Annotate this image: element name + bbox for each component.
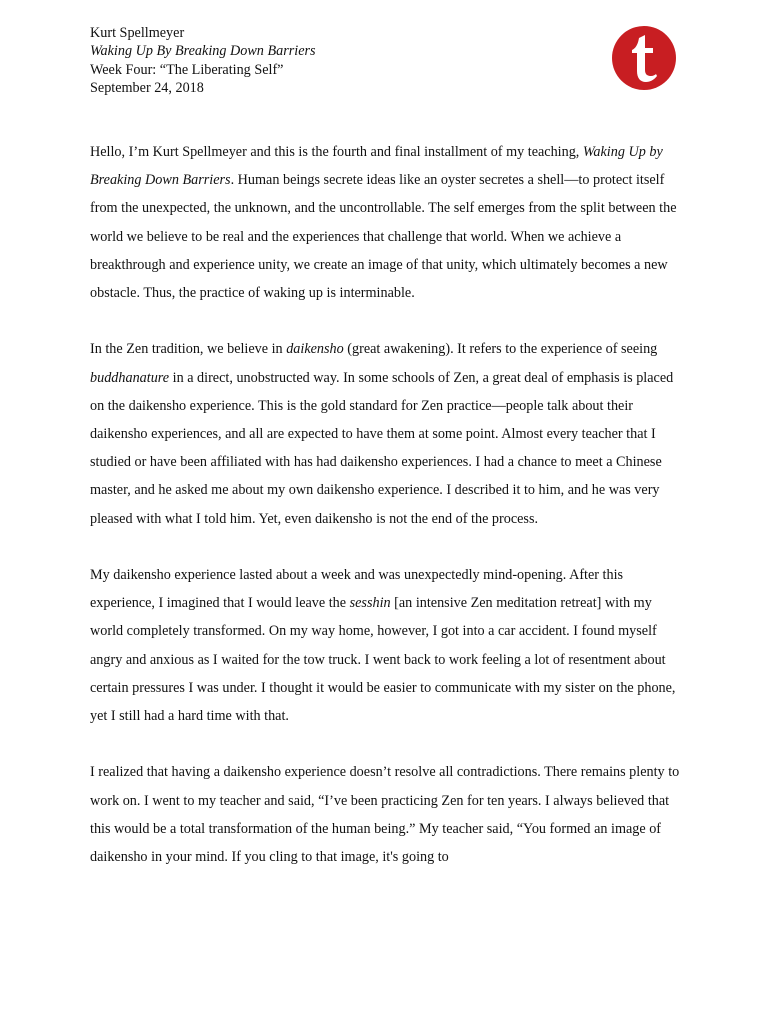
italic-term: Waking Up by Breaking Down Barriers xyxy=(90,144,663,189)
paragraph-text: Hello, I’m Kurt Spellmeyer and this is the fourth and final installment of my teaching, xyxy=(90,144,583,160)
italic-term: buddhanature xyxy=(90,369,170,386)
paragraph-text: [an intensive Zen meditation retreat] with my world completely transformed. On my way home, however, I got into a car accident. I found myself angry and anxious as I waited for the tow truck. I went back to work feeling a lot of resentment about certain pressures I was under. I thought it would be easier to communicate with my sister on the phone, yet I still had a hard time with that. xyxy=(90,595,676,725)
document-header xyxy=(90,24,316,98)
paragraph-text: My daikensho experience lasted about a week and was unexpectedly mind-opening. After this experience, I imagined that I would leave the xyxy=(90,567,624,612)
tricycle-logo-icon xyxy=(612,26,676,90)
paragraph-text: (great awakening). It refers to the experience of seeing xyxy=(343,341,658,358)
italic-term: daikensho xyxy=(286,341,344,358)
italic-term: sesshin xyxy=(349,595,391,612)
body-paragraph xyxy=(90,758,682,871)
author-name: Kurt Spellmeyer xyxy=(90,25,185,41)
paragraph-text: I realized that having a daikensho experience doesn’t resolve all contradictions. There remains plenty to work on. I went to my teacher and said, “I’ve been practicing Zen for ten years. I always believed that this would be a total transformation of the human being.” My teacher said, “You formed an image of daikensho in your mind. If you cling to that image, it's going to xyxy=(90,764,680,866)
document-date: September 24, 2018 xyxy=(90,80,204,97)
series-title: Waking Up By Breaking Down Barriers xyxy=(90,43,316,60)
body-paragraph xyxy=(90,138,682,307)
paragraph-text: In the Zen tradition, we believe in xyxy=(90,341,287,358)
paragraph-text: . Human beings secrete ideas like an oyster secretes a shell—to protect itself from the unexpected, the unknown, and the uncontrollable. The self emerges from the split between the world we believe to be real and the experiences that challenge that world. When we achieve a breakthrough and experience unity, we create an image of that unity, which ultimately becomes a new obstacle. Thus, the practice of waking up is interminable. xyxy=(90,172,677,302)
document-body xyxy=(90,138,682,899)
body-paragraph xyxy=(90,335,682,532)
paragraph-text: in a direct, unobstructed way. In some schools of Zen, a great deal of emphasis is placed on the daikensho experience. This is the gold standard for Zen practice—people talk about their daikensho experiences, and all are expected to have them at some point. Almost every teacher that I studied or have been affiliated with has had daikensho experiences. I had a chance to meet a Chinese master, and he asked me about my own daikensho experience. I described it to him, and he was very pleased with what I told him. Yet, even daikensho is not the end of the process. xyxy=(90,369,674,527)
week-title: Week Four: “The Liberating Self” xyxy=(90,61,284,78)
body-paragraph xyxy=(90,561,682,730)
logo-letter-glyph xyxy=(612,26,676,90)
